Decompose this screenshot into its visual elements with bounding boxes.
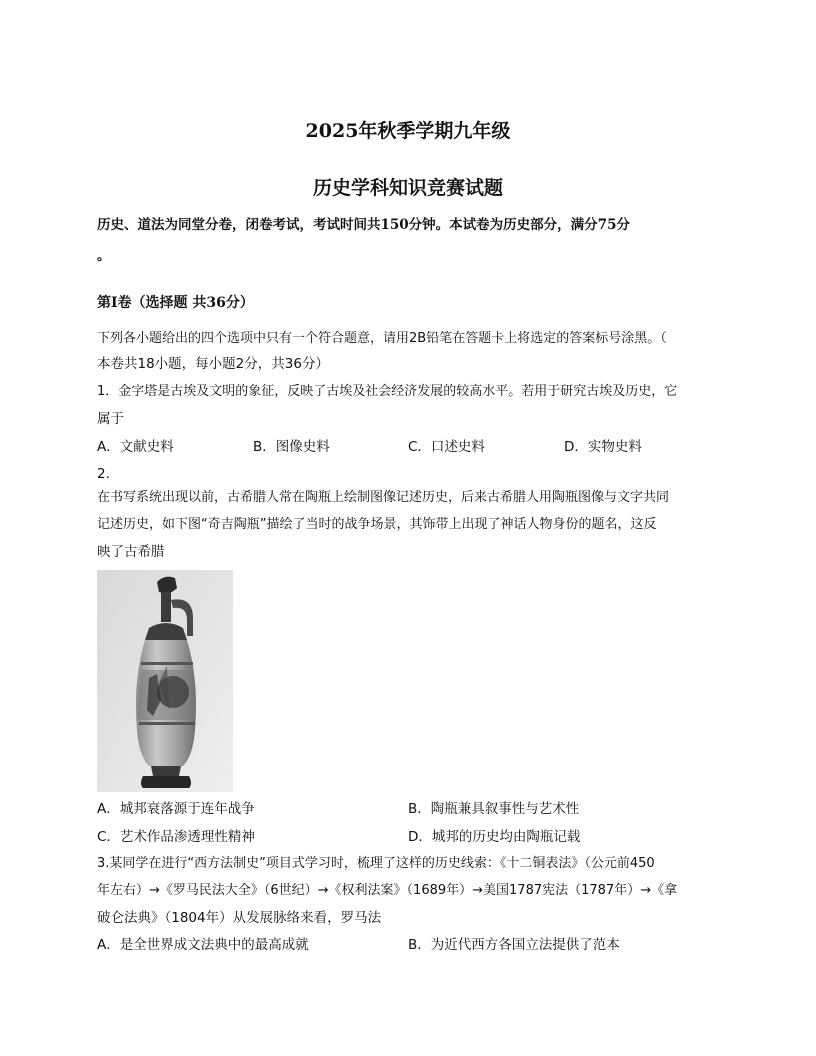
question-3-line-3: 破仑法典》（1804年）从发展脉络来看，罗马法 bbox=[97, 910, 382, 926]
question-1-option-b[interactable]: B．图像史料 bbox=[253, 439, 330, 455]
question-2-option-d[interactable]: D．城邦的历史均由陶瓶记载 bbox=[408, 829, 581, 845]
question-2-line-3: 映了古希腊 bbox=[97, 544, 165, 560]
question-1-line-2: 属于 bbox=[97, 411, 124, 427]
question-1-option-a[interactable]: A．文献史料 bbox=[97, 439, 174, 455]
page-title-line-2: 历史学科知识竞赛试题 bbox=[312, 177, 503, 199]
instructions-line-2: 本卷共18小题，每小题2分，共36分） bbox=[97, 356, 329, 372]
question-3-line-2: 年左右）→《罗马民法大全》（6世纪）→《权利法案》（1689年）→美国1787宪法（1787年）→《拿 bbox=[97, 883, 678, 898]
question-1-line-1: 1．金字塔是古埃及文明的象征，反映了古埃及社会经济发展的较高水平。若用于研究古埃及历史，它 bbox=[97, 384, 678, 399]
question-2-line-1: 在书写系统出现以前，古希腊人常在陶瓶上绘制图像记述历史，后来古希腊人用陶瓶图像与文字共同 bbox=[97, 490, 670, 505]
question-1-option-c[interactable]: C．口述史料 bbox=[408, 439, 485, 455]
chigi-vase-photo bbox=[97, 570, 233, 792]
question-3-option-a[interactable]: A．是全世界成文法典中的最高成就 bbox=[97, 937, 309, 953]
question-2-line-2: 记述历史，如下图“奇吉陶瓶”描绘了当时的战争场景，其饰带上出现了神话人物身份的题名，这反 bbox=[97, 517, 657, 532]
page-title-line-1: 2025年秋季学期九年级 bbox=[305, 120, 511, 142]
instructions-line-1: 下列各小题给出的四个选项中只有一个符合题意，请用2B铅笔在答题卡上将选定的答案标号涂黑。（ bbox=[97, 331, 667, 346]
question-3-option-b[interactable]: B．为近代西方各国立法提供了范本 bbox=[408, 937, 620, 953]
question-1-option-d[interactable]: D．实物史料 bbox=[564, 439, 642, 455]
question-2-number: 2. bbox=[97, 466, 110, 482]
question-2-option-b[interactable]: B．陶瓶兼具叙事性与艺术性 bbox=[408, 801, 580, 817]
question-3-line-1: 3.某同学在进行“西方法制史”项目式学习时，梳理了这样的历史线索：《十二铜表法》（公元前450 bbox=[97, 856, 655, 871]
question-2-option-a[interactable]: A．城邦衰落源于连年战争 bbox=[97, 801, 255, 817]
section-heading: 第Ⅰ卷（选择题 共36分） bbox=[97, 295, 254, 311]
question-2-option-c[interactable]: C．艺术作品渗透理性精神 bbox=[97, 829, 255, 845]
intro-text-line-1: 历史、道法为同堂分卷，闭卷考试，考试时间共150分钟。本试卷为历史部分，满分75分 bbox=[97, 217, 630, 233]
vase-image bbox=[97, 570, 233, 792]
intro-text-line-2: 。 bbox=[97, 248, 111, 264]
